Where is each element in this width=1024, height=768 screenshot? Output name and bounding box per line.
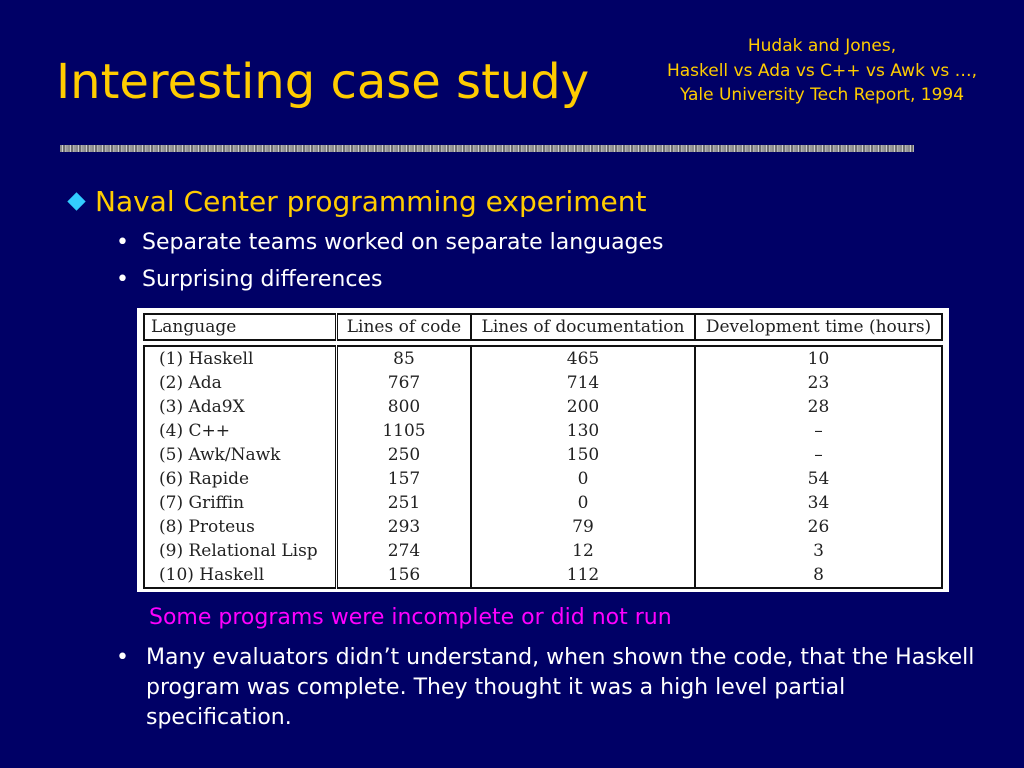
table-cell: – bbox=[695, 419, 942, 443]
citation-line: Yale University Tech Report, 1994 bbox=[679, 85, 965, 106]
table-cell: 0 bbox=[471, 491, 695, 515]
table-cell: (7) Griffin bbox=[144, 491, 337, 515]
table-cell: (2) Ada bbox=[144, 371, 337, 395]
table-cell: (9) Relational Lisp bbox=[144, 539, 337, 563]
table-cell: 800 bbox=[337, 395, 472, 419]
table-cell: 767 bbox=[337, 371, 472, 395]
main-bullet bbox=[66, 185, 646, 218]
table-cell: 34 bbox=[695, 491, 942, 515]
main-bullet-text: Naval Center programming experiment bbox=[95, 185, 647, 218]
table-cell: 274 bbox=[337, 539, 472, 563]
table-cell: 1105 bbox=[337, 419, 472, 443]
table-cell: 23 bbox=[695, 371, 942, 395]
table-row bbox=[144, 539, 942, 563]
citation-line: Hudak and Jones, bbox=[747, 36, 897, 56]
dot-bullet-icon: • bbox=[116, 645, 129, 670]
sub-bullet bbox=[116, 267, 382, 292]
results-table-image bbox=[137, 308, 949, 592]
table-cell: 28 bbox=[695, 395, 942, 419]
table-cell: (3) Ada9X bbox=[144, 395, 337, 419]
table-cell: (8) Proteus bbox=[144, 515, 337, 539]
table-cell: – bbox=[695, 443, 942, 467]
column-header: Language bbox=[144, 314, 337, 340]
sub-bullet-text: Many evaluators didn’t understand, when shown the code, that the Haskell program was complete. They thought it was a high level partial specification. bbox=[146, 645, 975, 730]
table-cell: 8 bbox=[695, 563, 942, 588]
table-row bbox=[144, 371, 942, 395]
table-cell: 465 bbox=[471, 346, 695, 371]
table-cell: (6) Rapide bbox=[144, 467, 337, 491]
table-row bbox=[144, 419, 942, 443]
table-cell: 10 bbox=[695, 346, 942, 371]
table-cell: 150 bbox=[471, 443, 695, 467]
table-cell: 250 bbox=[337, 443, 472, 467]
table-cell: 714 bbox=[471, 371, 695, 395]
table-cell: 3 bbox=[695, 539, 942, 563]
column-header: Lines of documentation bbox=[471, 314, 695, 340]
results-table bbox=[143, 313, 943, 589]
table-cell: 293 bbox=[337, 515, 472, 539]
table-cell: (1) Haskell bbox=[144, 346, 337, 371]
slide-title: Interesting case study bbox=[56, 54, 590, 110]
sub-bullet bbox=[116, 643, 976, 733]
column-header: Lines of code bbox=[337, 314, 472, 340]
table-row bbox=[144, 563, 942, 588]
table-cell: (4) C++ bbox=[144, 419, 337, 443]
dot-bullet-icon: • bbox=[116, 267, 129, 292]
table-cell: 54 bbox=[695, 467, 942, 491]
table-cell: 79 bbox=[471, 515, 695, 539]
sub-bullet-text: Separate teams worked on separate languages bbox=[142, 230, 664, 255]
sub-bullet-text: Surprising differences bbox=[142, 267, 383, 292]
table-cell: 130 bbox=[471, 419, 695, 443]
incomplete-note: Some programs were incomplete or did not run bbox=[149, 605, 672, 630]
table-row bbox=[144, 467, 942, 491]
table-cell: 26 bbox=[695, 515, 942, 539]
table-cell: 200 bbox=[471, 395, 695, 419]
table-row bbox=[144, 443, 942, 467]
table-cell: 112 bbox=[471, 563, 695, 588]
table-header-row bbox=[144, 314, 942, 340]
table-row bbox=[144, 395, 942, 419]
citation-line: Haskell vs Ada vs C++ vs Awk vs …, bbox=[666, 60, 978, 81]
table-cell: 12 bbox=[471, 539, 695, 563]
title-divider bbox=[60, 145, 914, 152]
table-cell: 0 bbox=[471, 467, 695, 491]
citation bbox=[628, 34, 1016, 108]
dot-bullet-icon: • bbox=[116, 230, 129, 255]
table-cell: (5) Awk/Nawk bbox=[144, 443, 337, 467]
table-cell: 157 bbox=[337, 467, 472, 491]
table-row bbox=[144, 515, 942, 539]
diamond-bullet-icon bbox=[67, 192, 85, 210]
table-cell: (10) Haskell bbox=[144, 563, 337, 588]
column-header: Development time (hours) bbox=[695, 314, 942, 340]
table-cell: 251 bbox=[337, 491, 472, 515]
table-cell: 156 bbox=[337, 563, 472, 588]
table-cell: 85 bbox=[337, 346, 472, 371]
table-row bbox=[144, 346, 942, 371]
table-row bbox=[144, 491, 942, 515]
sub-bullet bbox=[116, 230, 664, 255]
